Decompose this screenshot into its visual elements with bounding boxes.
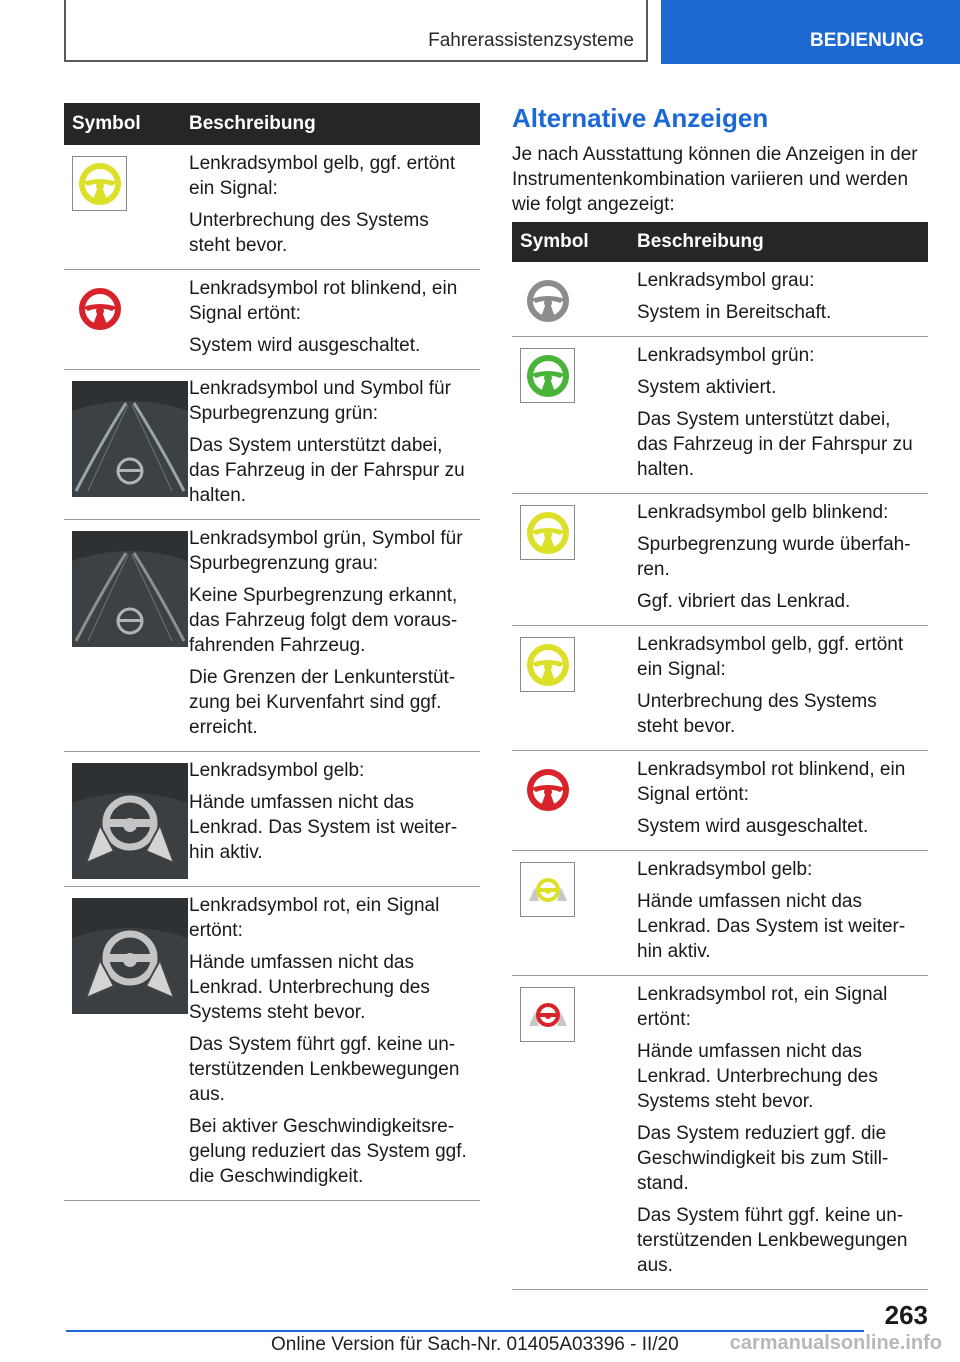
header-section-title: Fahrerassistenzsysteme: [428, 30, 634, 51]
footer-online-version: Online Version für Sach-Nr. 01405A03396 - II/20: [271, 1334, 679, 1355]
row-description: [189, 758, 480, 879]
table-row: [64, 887, 480, 1201]
description-paragraph: Das System reduziert ggf. die Geschwindigkeit bis zum Stillstand.: [637, 1123, 889, 1194]
description-paragraph: Lenkradsymbol grau:: [637, 270, 815, 291]
description-paragraph: Das System führt ggf. keine unterstützenden Lenkbewegungen aus.: [637, 1205, 908, 1276]
description-paragraph: Lenkradsymbol gelb blinkend:: [637, 502, 889, 523]
hands-on-wheel-yellow-scene-icon: [64, 758, 189, 879]
section-intro: Je nach Ausstattung können die Anzeigen in der Instrumentenkombination variieren und werden wie folgt angezeigt:: [512, 144, 918, 215]
row-description: [637, 757, 928, 843]
description-paragraph: Lenkradsymbol gelb, ggf. ertönt ein Signal:: [637, 634, 904, 680]
row-description: [637, 982, 928, 1282]
table-row: [64, 145, 480, 270]
description-paragraph: Unterbrechung des Systems steht bevor.: [189, 210, 429, 256]
table-row: [512, 337, 928, 494]
description-paragraph: Ggf. vibriert das Lenkrad.: [637, 591, 851, 612]
header-section-box: [64, 0, 648, 62]
table-row: [512, 976, 928, 1290]
description-paragraph: Lenkradsymbol rot, ein Signal ertönt:: [637, 984, 888, 1030]
left-table-body: [64, 145, 480, 1201]
row-description: [189, 376, 480, 512]
left-symbol-table: [64, 103, 480, 1201]
description-paragraph: Lenkradsymbol gelb:: [637, 859, 813, 880]
hands-wheel-yellow-icon: [512, 857, 637, 968]
description-paragraph: Unterbrechung des Systems steht bevor.: [637, 691, 877, 737]
description-paragraph: Hände umfassen nicht das Lenkrad. Unterbrechung des Systems steht bevor.: [637, 1041, 878, 1112]
description-paragraph: Lenkradsymbol und Symbol für Spurbegrenzung grün:: [189, 378, 451, 424]
description-paragraph: Lenkradsymbol grün:: [637, 345, 815, 366]
description-paragraph: Das System führt ggf. keine unterstützenden Lenkbewegungen aus.: [189, 1034, 460, 1105]
header-chapter-tab: [661, 0, 960, 64]
description-paragraph: Lenkradsymbol gelb:: [189, 760, 365, 781]
hands-wheel-red-icon: [512, 982, 637, 1282]
steering-wheel-red-icon: [64, 276, 189, 362]
table-row: [512, 626, 928, 751]
lane-boundary-grey-scene-icon: [64, 526, 189, 744]
description-paragraph: Lenkradsymbol rot, ein Signal ertönt:: [189, 895, 440, 941]
steering-wheel-yellow-icon: [64, 151, 189, 262]
description-paragraph: Bei aktiver Geschwindigkeitsregelung reduziert das System ggf. die Geschwindigkeit.: [189, 1116, 467, 1187]
table-row: [512, 262, 928, 337]
description-paragraph: Hände umfassen nicht das Lenkrad. Das System ist weiterhin aktiv.: [637, 891, 906, 962]
left-header-description: Beschreibung: [189, 113, 316, 134]
description-paragraph: Das System unterstützt dabei, das Fahrzeug in der Fahrspur zu halten.: [189, 435, 465, 506]
watermark: carmanualsonline.info: [729, 1332, 942, 1354]
lane-boundary-green-scene-icon: [64, 376, 189, 512]
row-description: [189, 526, 480, 744]
row-description: [637, 268, 928, 329]
steering-wheel-yellow-icon: [512, 632, 637, 743]
description-paragraph: Das System unterstützt dabei, das Fahrzeug in der Fahrspur zu halten.: [637, 409, 913, 480]
page-number: 263: [884, 1300, 928, 1330]
description-paragraph: Lenkradsymbol grün, Symbol für Spurbegrenzung grau:: [189, 528, 463, 574]
table-row: [512, 751, 928, 851]
description-paragraph: Lenkradsymbol rot blinkend, ein Signal ertönt:: [189, 278, 458, 324]
description-paragraph: Spurbegrenzung wurde überfahren.: [637, 534, 911, 580]
description-paragraph: System aktiviert.: [637, 377, 777, 398]
table-row: [64, 270, 480, 370]
description-paragraph: System wird ausgeschaltet.: [637, 816, 869, 837]
table-row: [64, 752, 480, 887]
row-description: [189, 276, 480, 362]
hands-on-wheel-red-scene-icon: [64, 893, 189, 1193]
description-paragraph: Lenkradsymbol gelb, ggf. ertönt ein Signal:: [189, 153, 456, 199]
header-chapter-label: BEDIENUNG: [810, 30, 925, 51]
steering-wheel-yellow-icon: [512, 500, 637, 618]
right-symbol-table: [512, 222, 928, 1290]
table-row: [512, 851, 928, 976]
section-title: Alternative Anzeigen: [512, 103, 769, 133]
row-description: [637, 500, 928, 618]
description-paragraph: Keine Spurbegrenzung erkannt, das Fahrzeug folgt dem vorausfahrenden Fahrzeug.: [189, 585, 458, 656]
description-paragraph: Hände umfassen nicht das Lenkrad. Unterbrechung des Systems steht bevor.: [189, 952, 430, 1023]
right-table-header: [512, 222, 928, 262]
table-row: [512, 494, 928, 626]
table-row: [64, 370, 480, 520]
steering-wheel-red-icon: [512, 757, 637, 843]
row-description: [189, 893, 480, 1193]
row-description: [637, 632, 928, 743]
left-header-symbol: Symbol: [72, 113, 141, 134]
row-description: [637, 343, 928, 486]
description-paragraph: System in Bereitschaft.: [637, 302, 832, 323]
row-description: [189, 151, 480, 262]
left-table-header: [64, 103, 480, 145]
row-description: [637, 857, 928, 968]
table-row: [64, 520, 480, 752]
description-paragraph: Lenkradsymbol rot blinkend, ein Signal ertönt:: [637, 759, 906, 805]
right-header-description: Beschreibung: [637, 231, 764, 252]
steering-wheel-green-icon: [512, 343, 637, 486]
right-header-symbol: Symbol: [520, 231, 589, 252]
steering-wheel-grey-icon: [512, 268, 637, 329]
description-paragraph: Die Grenzen der Lenkunterstützung bei Kurvenfahrt sind ggf. erreicht.: [189, 667, 456, 738]
right-table-body: [512, 262, 928, 1290]
description-paragraph: System wird ausgeschaltet.: [189, 335, 421, 356]
description-paragraph: Hände umfassen nicht das Lenkrad. Das System ist weiterhin aktiv.: [189, 792, 458, 863]
